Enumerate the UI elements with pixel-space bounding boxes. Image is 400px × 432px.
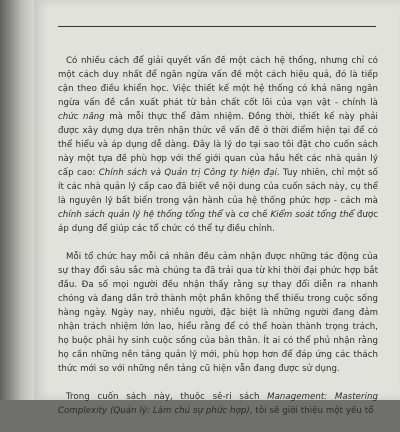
italic-run: Management: Mastering Complexity (Quản lý: Làm chủ sự phức hợp) [58,392,378,416]
text-run: và cơ chế [222,210,271,220]
paragraph-1 [58,54,378,236]
text-run: Trong cuốn sách này, thuộc sê-ri sách [66,392,268,402]
body-text [58,54,378,432]
text-run: Mỗi tổ chức hay mỗi cá nhân đều cảm nhận được những tác động của sự thay đổi sâu sắc mà chúng ta đã trải qua từ khi thời đại phức hợp bắt đầu. Đa số mọi người đều nhận thấy rằng sự thay đổi diễn ra nhanh chóng và đang dần trở thành một phần không thể thiếu trong cuộc sống hàng ngày. Ngày nay, nhiều người, đặc biệt là những người đang đảm nhận trách nhiệm lớn lao, hiểu rằng để có thể hoàn thành trọng trách, họ buộc phải hy sinh cuộc sống của bản thân. Ít ai có thể phủ nhận rằng họ cần những nền tảng quản lý mới, phù hợp hơn để đáp ứng các thách thức mới so với những nền tảng cũ hiện vẫn đang được sử dụng. [58,252,378,374]
italic-run: Chính sách và Quản trị Công ty hiện đại [98,168,277,178]
text-run: , tôi sẽ giới thiệu một yếu tố [249,406,374,416]
top-rule [58,26,376,27]
text-run: được áp dụng để giúp các tổ chức có thể tự điều chỉnh. [58,210,378,234]
italic-run: chính sách quản lý hệ thống tổng thể [58,210,223,220]
text-run: mà mỗi thực thể đảm nhiệm. Đồng thời, thiết kế này phải được xây dựng dựa trên nhận thức về vấn đề ở thời điểm hiện tại để có thể hiểu và áp dụng dễ dàng. Đây là lý do tại sao tôi đặt cho cuốn sách này một tựa đề phù hợp với thế giới quan của hầu hết các nhà quản lý cấp cao: [58,112,378,178]
italic-run: Kiểm soát tổng thể [270,210,354,220]
paragraph-2 [58,250,378,376]
text-run: Có nhiều cách để giải quyết vấn đề một cách hệ thống, nhưng chỉ có một cách duy nhất để ngăn ngừa vấn đề một cách hiệu quả, đó là tiếp cận theo điều khiển học. Việc thiết kế một hệ thống có khả năng ngăn ngừa vấn đề cần xuất phát từ bản chất cốt lõi của vạn vật - chính là [58,56,378,108]
paragraph-3 [58,390,378,418]
italic-run: chức năng [58,112,105,122]
text-run: . Tuy nhiên, chỉ một số ít các nhà quản lý cấp cao đã biết về nội dung của cuốn sách này, cụ thể là nguyên lý bất biến trong vận hành của hệ thống phức hợp - cách mà [58,168,378,206]
